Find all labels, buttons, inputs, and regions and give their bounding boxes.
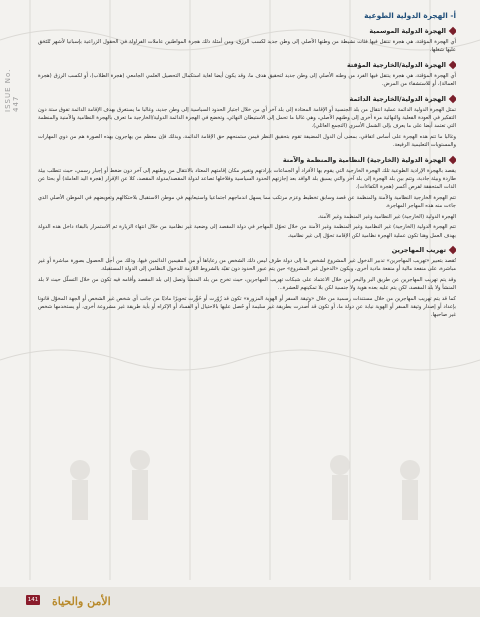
paragraph: الهجرة الدولية (الخارجية) غير النظامية وغير المنظمة وغير الآمنة. (317, 213, 456, 220)
heading-smuggling: تهريب المهاجرين (38, 245, 456, 255)
paragraph: أي الهجرة المؤقتة، هي هجرة ينتقل فيها الفرد من وطنه الأصلي إلى وطن جديد لتحقيق هدف ما، وقد يكون أيضا لغاية استكمال التحصيل العلمي الجامعي (هجرة الطلاب)، أو لكسب الرزق (هجرة العمالة)، أو للاستشفاء من المرض. (38, 72, 456, 88)
paragraph: كما قد يتم تهريب المهاجرين من خلال مستندات رسمية من خلال «وثيقة السفر أو الهوية المزورة» تكون قد زُوّرت أو حُوِّرت تحويرًا ماديًا من جانب أي شخص غير الشخص أو الجهة المخوّل قانونا بإعداد أو إصدار وثيقة السفر أو الهوية نيابة عن دولة ما، أو تكون قد أُصدرت بطريقة غير سليمة أو حُصل عليها بالاحتيال أو الفساد أو الإكراه أو بأية طريقة غير مشروعة أخرى، أو يستخدمها شخص غير صاحبها. (38, 295, 456, 319)
paragraph: وغالبا ما تتم هذه الهجرة على أساس اتفاقي، بمعنى أن الدول المضيفة تقوم بتحقيق النظر فيمن ستمنحهم حق الإقامة الدائمة، وبذلك فإن معظم من يهاجرون بهذه الصورة هم من ذوي المهارات والمستويات التعليمية الرفيعة. (38, 133, 456, 149)
diamond-bullet-icon (449, 246, 456, 254)
magazine-logo: الأمن والحياة (52, 595, 111, 608)
page-number: 141 (27, 597, 39, 603)
heading-permanent: الهجرة الدولية/الخارجية الدائمة (38, 94, 456, 104)
paragraph: أي الهجرة المؤقتة، هي هجرة تنتقل فيها فئات نشيطة من وطنها الأصلي إلى وطن جديد لكسب الرزق، ومن أمثلة ذلك هجرة المواطنين عاملات الفراولة في الحقول الزراعية بإسبانيا لأشهر تُلتَحَق عليها شغلها. (38, 39, 456, 54)
heading-regular: الهجرة الدولية (الخارجية) النظامية والمنظمة والآمنة (38, 155, 456, 165)
paragraph: تتم الهجرة الدولية (الخارجية) غير النظامية وغير المنظمة وغير الآمنة من خلال تحوّل المهاجر في دولة المقصد إلى وضعية غير نظامية من خلال انتهاء الزيارة ثم الاستمرار بالبقاء داخل هذه الدولة بهدف العمل وهنا تكون عملية الهجرة نظامية لكن الإقامة تحوّل إلى غير نظامية. (38, 224, 456, 239)
article-body (38, 8, 456, 548)
diamond-bullet-icon (449, 94, 456, 102)
heading-seasonal: الهجرة الدولية الموسمية (38, 26, 456, 36)
paragraph: وقد يتم تهريب المهاجرين عن طريق البر والبحر من خلال الاعتماد على شبكات تهريب المهاجرين، حيث تخرج من بلد المنشأ وتصل إلى بلد المقصد وأقامه فيه تكون من خلال التسلّل حيث لا بلد المنشأ ولا بلد المقصد، لكن يتم عليه بعده هوية ولا جنسية لكن بلا تمكينهم للعشرة... (38, 276, 456, 292)
paragraph: تتم الهجرة الخارجية النظامية والآمنة والمنظمة عن قصد وسابق تخطيط وعزم مرتكب مما يسهل اندماجهم اجتماعيا واستيعابهم في موطن الاستقبال بلاحتكالهم وتعويضهم في الموطن الأصلي الذي جاءت منه هذه المهاجر المهاجرة. (38, 194, 456, 210)
heading-temporary: الهجرة الدولية/الخارجية المؤقتة (38, 60, 456, 70)
paragraph: يقصد بالهجرة الإرادية الطوعية تلك الهجرة الخارجية التي يقوم بها الأفراد أو الجماعات بإرادتهم وتغيير مكان إقامتهم المعتاد بالانتقال من وطنهم إلى آخر دون ضغط أو إجبار رسمي، حيث تتطلب بيئة طاردة وبيئة جاذبة، وتتم بين بلد الهجرة إلى بلد آخر والتي يسبق بلد الوافد بعد إجازتهم الحدود السياسية وفلاخلها تصاعد لدولة المقصد/مدولة المقصد، كلا عن الإقرار (هجرة اليد العاملة) أو بحثا عن الذات المتحققة لفرص أكسر (هجرة الكفاءات). (38, 167, 456, 191)
diamond-bullet-icon (449, 61, 456, 69)
issue-label: ISSUE No. 447 (4, 68, 20, 112)
paragraph: تمثل الهجرة الدولية الدائمة عملية انتقال من بلد الجنسية أو الإقامة المعتادة إلى بلد آخر أي من خلال اجتياز الحدود السياسية إلى وطن جديد، وغالبا ما يستغرق بهدف الإقامة الدائمة تفوق ستة دون التفكير في العودة الفعلية والنهائية مرة أخرى إلى وطنهم الأصلي، وهي غالبا ما تحمل إلى الاستيطان النهائي، وتخضع في الهجرة الدائمة الدولية/الخارجية ما تعرف بالهجرة النظامية والأمنية والمنظمة التي تعتمد أيضا على ما يعرف بإلى الشمل الأسري (التجمع العائلي). (38, 106, 456, 130)
paragraph: تُقصد بتعبير «تهريب المهاجرين» تدبير الدخول غير المشروع لشخص ما إلى دولة طرف ليس ذلك الشخص من رعاياها أو من المقيمين الدائمين فيها، وذلك من أجل الحصول بصورة مباشرة أو غير مباشرة، على منفعة مالية أو منفعة مادية أخرى، ويكون «الدخول غير المشروع» حين يتم عبور الحدود دون تقيّد بالشروط اللازمة للدخول النظامي إلى الدولة المستقبلة. (38, 257, 456, 273)
diamond-bullet-icon (449, 155, 456, 163)
diamond-bullet-icon (449, 27, 456, 35)
section-title: أ- الهجرة الدولية الطوعية (364, 11, 456, 20)
